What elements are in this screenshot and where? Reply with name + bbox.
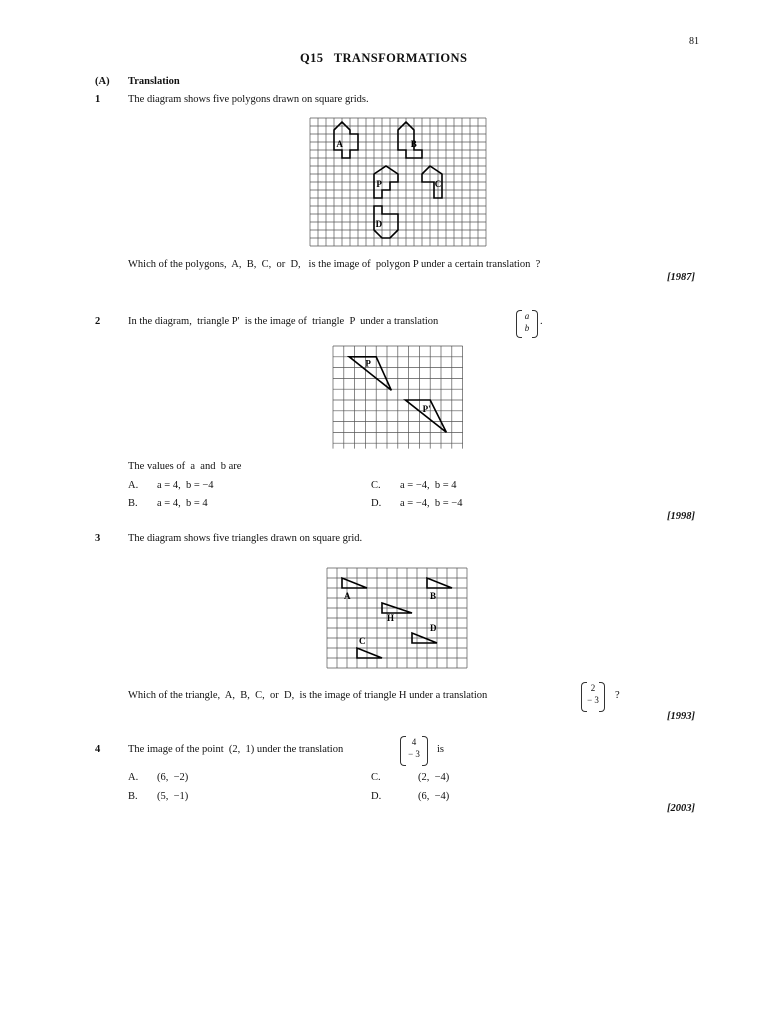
triangle-label-b: B bbox=[430, 591, 437, 601]
triangle-label-h: H bbox=[387, 613, 395, 623]
q2-triangle-grid bbox=[333, 346, 463, 450]
q1-number: 1 bbox=[95, 94, 101, 105]
q4-text-end: is bbox=[437, 744, 445, 755]
q4-option-d-text: (6, −4) bbox=[418, 791, 450, 802]
q2-option-a-text: a = 4, b = −4 bbox=[157, 480, 214, 491]
polygon-label-d: D bbox=[375, 218, 383, 229]
triangle-label-p: P bbox=[365, 358, 371, 369]
q3-vector-top: 2 bbox=[590, 683, 596, 693]
q2-option-b-letter[interactable]: B. bbox=[128, 498, 138, 509]
q4-option-b-text: (5, −1) bbox=[157, 791, 189, 802]
q1-question: Which of the polygons, A, B, C, or D, is the image of polygon P under a certain translation ? bbox=[128, 259, 541, 270]
q3-question: Which of the triangle, A, B, C, or D, is the image of triangle H under a translation bbox=[128, 690, 488, 701]
triangle-label-p-prime: P' bbox=[422, 403, 431, 414]
triangle-label-d: D bbox=[430, 623, 437, 633]
q4-year: [2003] bbox=[667, 803, 695, 814]
q4-number: 4 bbox=[95, 744, 101, 755]
q2-option-c-text: a = −4, b = 4 bbox=[400, 480, 457, 491]
q2-values-text: The values of a and b are bbox=[128, 461, 242, 472]
polygon-label-c: C bbox=[434, 178, 442, 189]
triangle-a bbox=[342, 578, 367, 588]
triangle-c bbox=[357, 648, 382, 658]
q2-number: 2 bbox=[95, 316, 101, 327]
polygon-label-b: B bbox=[410, 138, 417, 149]
q3-question-end: ? bbox=[615, 690, 620, 701]
q3-number: 3 bbox=[95, 533, 101, 544]
q4-vector-top: 4 bbox=[411, 737, 417, 747]
q3-triangle-grid bbox=[327, 568, 467, 668]
section-label: (A) bbox=[95, 76, 110, 87]
q4-option-c-text: (2, −4) bbox=[418, 772, 450, 783]
q4-option-d-letter[interactable]: D. bbox=[371, 791, 382, 802]
q2-option-a-letter[interactable]: A. bbox=[128, 480, 139, 491]
q2-period: . bbox=[540, 316, 543, 327]
q4-vector-bottom: − 3 bbox=[408, 749, 420, 759]
q1-polygon-grid bbox=[310, 118, 486, 248]
q3-vector-bottom: − 3 bbox=[587, 695, 599, 705]
q2-option-b-text: a = 4, b = 4 bbox=[157, 498, 208, 509]
q4-option-b-letter[interactable]: B. bbox=[128, 791, 138, 802]
q2-option-c-letter[interactable]: C. bbox=[371, 480, 381, 491]
q2-vector bbox=[516, 310, 538, 336]
page-title: Q15 TRANSFORMATIONS bbox=[300, 51, 468, 65]
triangle-label-a: A bbox=[344, 591, 351, 601]
q2-vector-top: a bbox=[524, 311, 530, 321]
triangle-b bbox=[427, 578, 452, 588]
q4-option-a-letter[interactable]: A. bbox=[128, 772, 139, 783]
q2-vector-bottom: b bbox=[524, 323, 530, 333]
q2-option-d-letter[interactable]: D. bbox=[371, 498, 382, 509]
q3-text: The diagram shows five triangles drawn on square grid. bbox=[128, 533, 363, 544]
polygon-label-a: A bbox=[336, 138, 343, 149]
q4-option-a-text: (6, −2) bbox=[157, 772, 189, 783]
q2-text: In the diagram, triangle P' is the image of triangle P under a translation bbox=[128, 316, 439, 327]
polygon-label-p: P bbox=[376, 178, 382, 189]
q4-text: The image of the point (2, 1) under the translation bbox=[128, 744, 344, 755]
q1-year: [1987] bbox=[667, 272, 695, 283]
q3-vector bbox=[581, 682, 605, 710]
q2-option-d-text: a = −4, b = −4 bbox=[400, 498, 463, 509]
q2-year: [1998] bbox=[667, 511, 695, 522]
page-number: 81 bbox=[689, 36, 699, 47]
q3-year: [1993] bbox=[667, 711, 695, 722]
triangle-label-c: C bbox=[359, 636, 366, 646]
q4-vector bbox=[400, 736, 428, 764]
section-name: Translation bbox=[128, 76, 180, 87]
q1-text: The diagram shows five polygons drawn on square grids. bbox=[128, 94, 369, 105]
q4-option-c-letter[interactable]: C. bbox=[371, 772, 381, 783]
